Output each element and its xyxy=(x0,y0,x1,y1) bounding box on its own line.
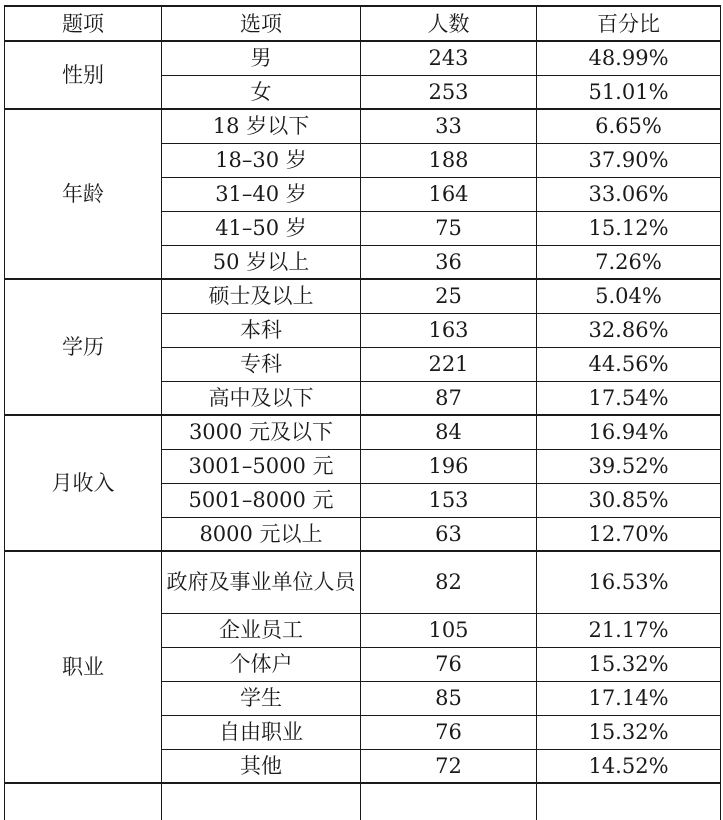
table-row xyxy=(5,279,721,313)
option-cell: 18 岁以下 xyxy=(162,109,361,143)
percent-cell: 33.06% xyxy=(537,177,721,211)
option-cell: 硕士及以上 xyxy=(162,279,361,313)
percent-cell: 17.54% xyxy=(537,381,721,415)
header-item: 题项 xyxy=(5,6,162,41)
table-body xyxy=(5,41,721,820)
percent-cell: 30.85% xyxy=(537,483,721,517)
percent-cell: 37.90% xyxy=(537,143,721,177)
option-cell: 18–30 岁 xyxy=(162,143,361,177)
header-row xyxy=(5,6,721,41)
empty-row xyxy=(5,783,721,820)
option-cell: 高中及以下 xyxy=(162,381,361,415)
percent-cell: 14.52% xyxy=(537,749,721,783)
empty-cell xyxy=(361,783,537,820)
empty-cell xyxy=(537,783,721,820)
option-cell: 50 岁以上 xyxy=(162,245,361,279)
count-cell: 153 xyxy=(361,483,537,517)
empty-cell xyxy=(162,783,361,820)
percent-cell: 51.01% xyxy=(537,75,721,109)
count-cell: 75 xyxy=(361,211,537,245)
category-cell: 职业 xyxy=(5,551,162,783)
option-cell: 男 xyxy=(162,41,361,75)
count-cell: 163 xyxy=(361,313,537,347)
option-cell: 31–40 岁 xyxy=(162,177,361,211)
option-cell: 企业员工 xyxy=(162,613,361,647)
count-cell: 87 xyxy=(361,381,537,415)
table-row xyxy=(5,109,721,143)
percent-cell: 32.86% xyxy=(537,313,721,347)
option-cell: 学生 xyxy=(162,681,361,715)
count-cell: 63 xyxy=(361,517,537,551)
table-row xyxy=(5,551,721,613)
count-cell: 85 xyxy=(361,681,537,715)
count-cell: 196 xyxy=(361,449,537,483)
percent-cell: 44.56% xyxy=(537,347,721,381)
table-row xyxy=(5,41,721,75)
count-cell: 82 xyxy=(361,551,537,613)
option-cell: 政府及事业单位人员 xyxy=(162,551,361,613)
percent-cell: 7.26% xyxy=(537,245,721,279)
percent-cell: 16.53% xyxy=(537,551,721,613)
option-cell: 专科 xyxy=(162,347,361,381)
percent-cell: 39.52% xyxy=(537,449,721,483)
percent-cell: 16.94% xyxy=(537,415,721,449)
option-cell: 5001–8000 元 xyxy=(162,483,361,517)
option-cell: 自由职业 xyxy=(162,715,361,749)
count-cell: 72 xyxy=(361,749,537,783)
option-cell: 本科 xyxy=(162,313,361,347)
percent-cell: 5.04% xyxy=(537,279,721,313)
percent-cell: 15.32% xyxy=(537,647,721,681)
percent-cell: 15.32% xyxy=(537,715,721,749)
option-cell: 41–50 岁 xyxy=(162,211,361,245)
count-cell: 188 xyxy=(361,143,537,177)
percent-cell: 21.17% xyxy=(537,613,721,647)
count-cell: 36 xyxy=(361,245,537,279)
header-percent: 百分比 xyxy=(537,6,721,41)
category-cell: 性别 xyxy=(5,41,162,109)
percent-cell: 15.12% xyxy=(537,211,721,245)
option-cell: 3001–5000 元 xyxy=(162,449,361,483)
count-cell: 84 xyxy=(361,415,537,449)
count-cell: 243 xyxy=(361,41,537,75)
empty-cell xyxy=(5,783,162,820)
header-count: 人数 xyxy=(361,6,537,41)
percent-cell: 12.70% xyxy=(537,517,721,551)
count-cell: 25 xyxy=(361,279,537,313)
survey-table xyxy=(4,5,721,820)
percent-cell: 17.14% xyxy=(537,681,721,715)
count-cell: 33 xyxy=(361,109,537,143)
option-cell: 8000 元以上 xyxy=(162,517,361,551)
option-cell: 其他 xyxy=(162,749,361,783)
option-cell: 个体户 xyxy=(162,647,361,681)
count-cell: 221 xyxy=(361,347,537,381)
percent-cell: 48.99% xyxy=(537,41,721,75)
category-cell: 月收入 xyxy=(5,415,162,551)
count-cell: 76 xyxy=(361,715,537,749)
percent-cell: 6.65% xyxy=(537,109,721,143)
count-cell: 164 xyxy=(361,177,537,211)
option-cell: 3000 元及以下 xyxy=(162,415,361,449)
category-cell: 年龄 xyxy=(5,109,162,279)
category-cell: 学历 xyxy=(5,279,162,415)
table-row xyxy=(5,415,721,449)
option-cell: 女 xyxy=(162,75,361,109)
count-cell: 76 xyxy=(361,647,537,681)
count-cell: 105 xyxy=(361,613,537,647)
header-option: 选项 xyxy=(162,6,361,41)
count-cell: 253 xyxy=(361,75,537,109)
